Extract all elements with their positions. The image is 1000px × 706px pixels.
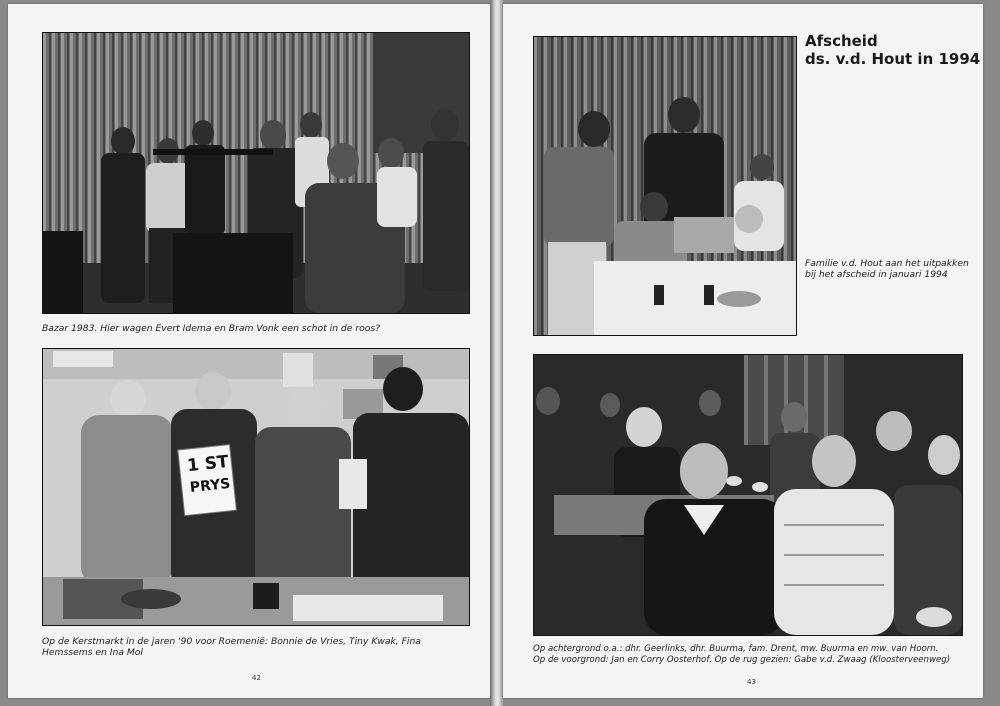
left-page (8, 4, 490, 698)
title-line-1: Afscheid (805, 32, 878, 50)
photo-gemeente-zaal (533, 354, 963, 636)
photo-kerstmarkt (42, 348, 470, 626)
caption-afscheid-uitpakken (805, 258, 981, 280)
caption-zaal-line-1: Op achtergrond o.a.: dhr. Geerlinks, dhr. Buurma, fam. Drent, mw. Buurma en mw. van Hoorn. (533, 644, 939, 654)
caption-afscheid-line-1: Familie v.d. Hout aan het uitpakken (805, 258, 969, 269)
page-number-right: 43 (747, 678, 756, 686)
page-title (805, 32, 981, 68)
caption-zaal-line-2: Op de voorgrond: Jan en Corry Oosterhof. Op de rug gezien: Gabe v.d. Zwaag (Kloosterveenweg) (533, 654, 951, 665)
photo-afscheid-uitpakken (533, 36, 797, 336)
photo-bazar-1983 (42, 32, 470, 314)
book-gutter (490, 0, 503, 706)
caption-afscheid-line-2: bij het afscheid in januari 1994 (805, 269, 948, 280)
caption-gemeente-zaal (533, 644, 973, 665)
sign-line-2: PRYS (189, 475, 232, 497)
sign-line-1: 1 ST (186, 451, 230, 477)
right-page (503, 4, 983, 698)
caption-bazar-1983: Bazar 1983. Hier wagen Evert Idema en Bram Vonk een schot in de roos? (42, 323, 381, 334)
caption-kerstmarkt: Op de Kerstmarkt in de jaren '90 voor Roemenië: Bonnie de Vries, Tiny Kwak, Fina Hemssems en Ina Mol (42, 636, 421, 658)
title-line-2: ds. v.d. Hout in 1994 (805, 50, 981, 68)
page-number-left: 42 (252, 674, 261, 682)
sign-prize-label (181, 450, 237, 499)
